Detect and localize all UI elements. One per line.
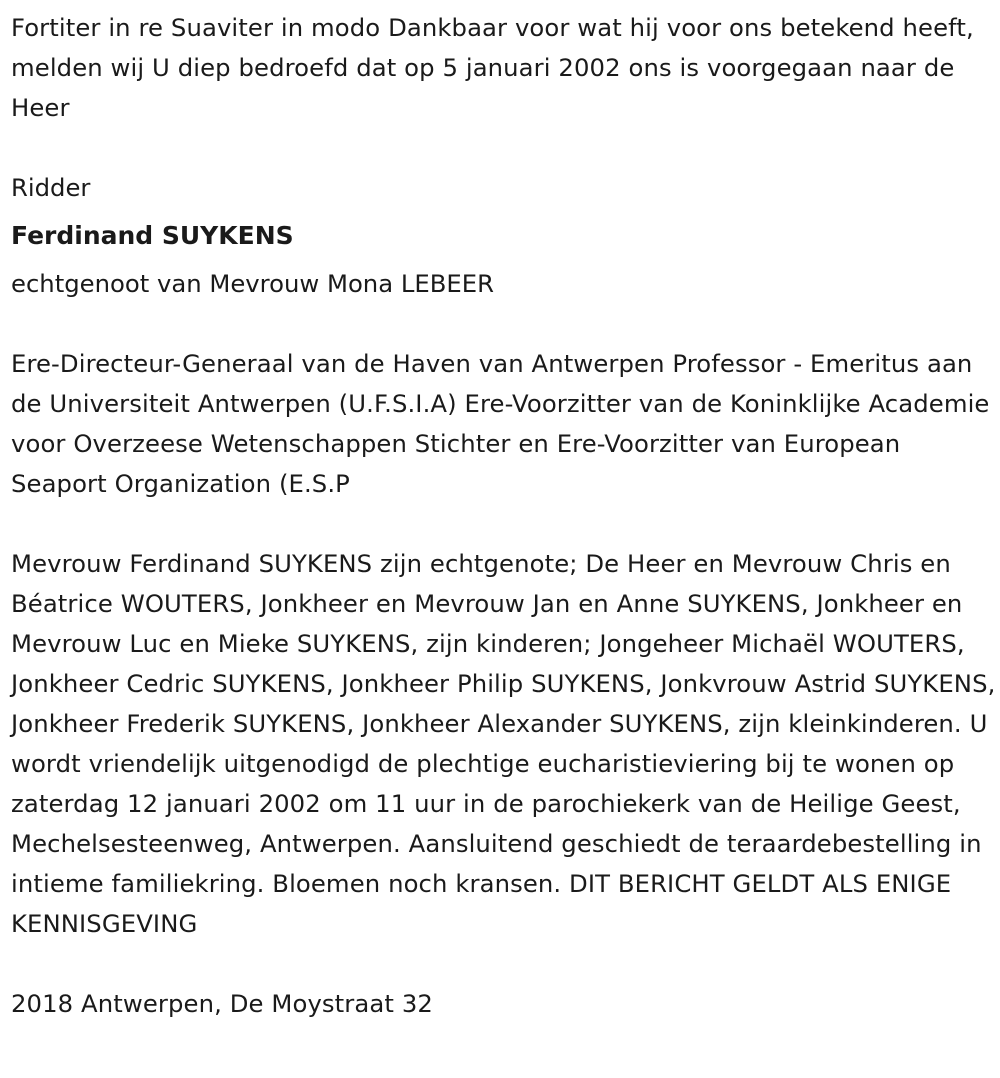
spacer bbox=[11, 304, 996, 344]
spacer bbox=[11, 504, 996, 544]
spacer bbox=[11, 128, 996, 168]
honorific-title: Ridder bbox=[11, 173, 91, 202]
intro-text: Fortiter in re Suaviter in modo Dankbaar voor wat hij voor ons betekend heeft, melden wij U diep bedroefd dat op 5 januari 2002 ons is voorgegaan naar de Heer bbox=[11, 13, 974, 122]
deceased-name: Ferdinand SUYKENS bbox=[11, 221, 294, 250]
address-text: 2018 Antwerpen, De Moystraat 32 bbox=[11, 989, 433, 1018]
spacer bbox=[11, 944, 996, 984]
spouse-line: echtgenoot van Mevrouw Mona LEBEER bbox=[11, 269, 494, 298]
death-notice bbox=[11, 8, 996, 1024]
functions-text: Ere-Directeur-Generaal van de Haven van Antwerpen Professor - Emeritus aan de Universiteit Antwerpen (U.F.S.I.A) Ere-Voorzitter van de Koninklijke Academie voor Overzeese Wetenschappen Stichter en Ere-Voorzitter van European Seaport Organization (E.S.P bbox=[11, 349, 990, 498]
family-text: Mevrouw Ferdinand SUYKENS zijn echtgenote; De Heer en Mevrouw Chris en Béatrice WOUTERS, Jonkheer en Mevrouw Jan en Anne SUYKENS, Jonkheer en Mevrouw Luc en Mieke SUYKENS, zijn kinderen; Jongeheer Michaël WOUTERS, Jonkheer Cedric SUYKENS, Jonkheer Philip SUYKENS, Jonkvrouw Astrid SUYKENS, Jonkheer Frederik SUYKENS, Jonkheer Alexander SUYKENS, zijn kleinkinderen. U wordt vriendelijk uitgenodigd de plechtige eucharistieviering bij te wonen op zaterdag 12 januari 2002 om 11 uur in de parochiekerk van de Heilige Geest, Mechelsesteenweg, Antwerpen. Aansluitend geschiedt de teraardebestelling in intieme familiekring. Bloemen noch kransen. DIT BERICHT GELDT ALS ENIGE KENNISGEVING bbox=[11, 549, 996, 938]
